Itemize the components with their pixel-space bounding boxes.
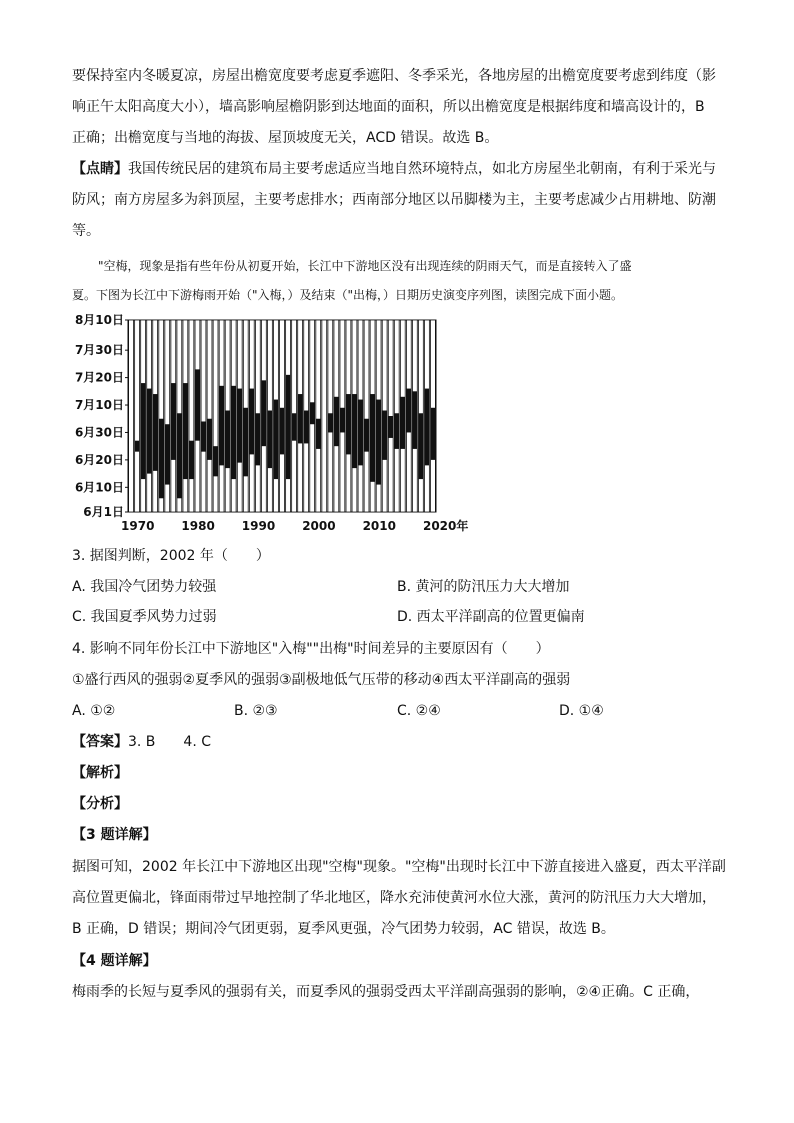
meiyu-bar-2004 xyxy=(334,397,339,446)
meiyu-bar-1992 xyxy=(261,380,266,446)
q3-option-c: C. 我国夏季风势力过弱 xyxy=(72,609,217,625)
meiyu-bar-1997 xyxy=(292,413,297,440)
year-column-2002 xyxy=(322,320,327,512)
meiyu-bar-1991 xyxy=(255,413,260,465)
para1-line2: 响正午太阳高度大小），墙高影响屋檐阴影到达地面的面积，所以出檐宽度是根据纬度和墙高设计的，B xyxy=(72,99,705,115)
detail3-line1: 据图可知，2002 年长江中下游地区出现"空梅"现象。"空梅"出现时长江中下游直接进入盛夏，西太平洋副 xyxy=(72,859,726,875)
year-column-1980 xyxy=(189,320,194,512)
detail3-line2: 高位置更偏北，锋面雨带过早地控制了华北地区，降水充沛使黄河水位大涨，黄河的防汛压力大大增加， xyxy=(72,890,716,906)
meiyu-bar-1986 xyxy=(225,411,230,469)
q4-stem: 4. 影响不同年份长江中下游地区"入梅""出梅"时间差异的主要原因有（ ） xyxy=(72,641,550,657)
year-column-2009 xyxy=(364,320,369,512)
meiyu-bar-1980 xyxy=(189,441,194,479)
y-tick-label: 8月10日 xyxy=(74,313,124,327)
para1-line3: 正确；出檐宽度与当地的海拔、屋顶坡度无关，ACD 错误。故选 B。 xyxy=(72,130,499,146)
meiyu-bar-1982 xyxy=(201,421,206,451)
intro-line2: 夏。下图为长江中下游梅雨开始（"入梅，）及结束（"出梅，）日期历史演变序列图，读图完成下面小题。 xyxy=(72,288,624,302)
meiyu-bar-1987 xyxy=(231,386,236,479)
meiyu-bar-2006 xyxy=(346,394,351,454)
meiyu-bar-2001 xyxy=(316,419,321,449)
year-column-2001 xyxy=(316,320,321,512)
meiyu-bar-1973 xyxy=(147,389,152,474)
meiyu-bar-1990 xyxy=(249,389,254,455)
meiyu-bar-1994 xyxy=(274,400,279,480)
meiyu-bar-1978 xyxy=(177,413,182,498)
meiyu-bar-1985 xyxy=(219,386,224,466)
q4-option-d: D. ①④ xyxy=(559,703,604,719)
x-tick-label: 2000 xyxy=(302,519,336,532)
meiyu-bar-1996 xyxy=(286,375,291,479)
meiyu-bar-1983 xyxy=(207,419,212,460)
dianjing-text1: 我国传统民居的建筑布局主要考虑适应当地自然环境特点，如北方房屋坐北朝南，有利于采光与 xyxy=(128,161,716,177)
meiyu-bar-2000 xyxy=(310,402,315,424)
meiyu-bar-1984 xyxy=(213,446,218,476)
q3-stem: 3. 据图判断，2002 年（ ） xyxy=(72,548,270,564)
answer-text: 3. B 4. C xyxy=(128,734,211,750)
detail4-line1: 梅雨季的长短与夏季风的强弱有关，而夏季风的强弱受西太平洋副高强弱的影响，②④正确。C 正确， xyxy=(72,984,700,1000)
meiyu-bar-2010 xyxy=(370,394,375,482)
jiexi-heading: 【解析】 xyxy=(72,765,128,781)
y-tick-label: 7月30日 xyxy=(74,343,124,358)
meiyu-bar-1999 xyxy=(304,411,309,444)
meiyu-bar-2011 xyxy=(376,400,381,485)
answer-label: 【答案】 xyxy=(72,734,128,750)
meiyu-bar-2009 xyxy=(364,419,369,452)
y-tick-label: 6月1日 xyxy=(83,505,124,519)
meiyu-bar-2014 xyxy=(394,413,399,449)
y-tick-label: 6月30日 xyxy=(74,425,124,440)
x-tick-label: 1970 xyxy=(121,519,155,532)
meiyu-bar-1977 xyxy=(171,383,176,460)
q4-option-c: C. ②④ xyxy=(397,703,441,719)
year-column-1984 xyxy=(213,320,218,512)
dianjing-line2: 防风；南方房屋多为斜顶屋，主要考虑排水；西南部分地区以吊脚楼为主，主要考虑减少占用耕地、防潮 xyxy=(72,192,716,208)
meiyu-bar-2015 xyxy=(400,397,405,449)
q4-factors: ①盛行西风的强弱②夏季风的强弱③副极地低气压带的移动④西太平洋副高的强弱 xyxy=(72,672,571,688)
meiyu-bar-1995 xyxy=(280,408,285,455)
q3-option-b: B. 黄河的防汛压力大大增加 xyxy=(397,579,570,595)
detail3-title: 【3 题详解】 xyxy=(72,827,157,843)
para1-line1: 要保持室内冬暖夏凉，房屋出檐宽度要考虑夏季遮阳、冬季采光，各地房屋的出檐宽度要考虑到纬度（影 xyxy=(72,68,716,84)
y-tick-label: 7月20日 xyxy=(74,370,124,385)
year-column-1982 xyxy=(201,320,206,512)
q4-option-a: A. ①② xyxy=(72,703,116,719)
year-column-1971 xyxy=(135,320,140,512)
meiyu-bar-2013 xyxy=(388,416,393,438)
year-column-1983 xyxy=(207,320,212,512)
meiyu-bar-1998 xyxy=(298,394,303,443)
meiyu-bar-1988 xyxy=(237,389,242,463)
detail4-title: 【4 题详解】 xyxy=(72,953,157,969)
meiyu-bar-1971 xyxy=(135,441,140,452)
meiyu-bar-1974 xyxy=(153,394,158,471)
intro-line1: "空梅，现象是指有些年份从初夏开始，长江中下游地区没有出现连续的阴雨天气，而是直接转入了盛 xyxy=(98,259,632,273)
chart-bars xyxy=(128,320,436,512)
meiyu-bar-1975 xyxy=(159,419,164,499)
meiyu-bar-2019 xyxy=(425,389,430,466)
chart-x-axis xyxy=(121,518,468,532)
dianjing-label: 【点睛】 xyxy=(72,161,128,177)
chart-y-axis xyxy=(75,313,128,519)
meiyu-bar-1981 xyxy=(195,369,200,440)
q4-option-b: B. ②③ xyxy=(234,703,278,719)
dianjing-line3: 等。 xyxy=(72,223,100,239)
meiyu-bar-2020 xyxy=(431,408,436,460)
y-tick-label: 7月10日 xyxy=(74,398,124,413)
x-tick-label: 1980 xyxy=(181,519,215,532)
meiyu-bar-2005 xyxy=(340,408,345,433)
year-column-1970 xyxy=(129,320,134,512)
meiyu-chart xyxy=(60,308,470,532)
answer-line xyxy=(72,732,211,752)
meiyu-bar-2007 xyxy=(352,394,357,468)
meiyu-bar-1976 xyxy=(165,424,170,484)
fenxi-heading: 【分析】 xyxy=(72,796,128,812)
meiyu-bar-2017 xyxy=(412,391,417,449)
meiyu-bar-1972 xyxy=(141,383,146,479)
meiyu-bar-1993 xyxy=(268,411,273,469)
meiyu-bar-2008 xyxy=(358,400,363,466)
x-tick-label: 2020年 xyxy=(422,519,469,532)
meiyu-bar-1989 xyxy=(243,408,248,477)
meiyu-bar-2016 xyxy=(406,389,411,433)
y-tick-label: 6月10日 xyxy=(74,480,124,495)
dianjing-line1 xyxy=(72,159,716,179)
x-tick-label: 1990 xyxy=(241,519,276,532)
meiyu-bar-2018 xyxy=(418,413,423,479)
meiyu-bar-2003 xyxy=(328,413,333,432)
x-tick-label: 2010 xyxy=(362,519,396,532)
q3-option-d: D. 西太平洋副高的位置更偏南 xyxy=(397,609,585,625)
meiyu-bar-1979 xyxy=(183,383,188,479)
y-tick-label: 6月20日 xyxy=(74,452,124,467)
q3-option-a: A. 我国冷气团势力较强 xyxy=(72,579,217,595)
meiyu-bar-2012 xyxy=(382,411,387,460)
detail3-line3: B 正确，D 错误；期间冷气团更弱，夏季风更强，冷气团势力较弱，AC 错误，故选 B。 xyxy=(72,921,615,937)
